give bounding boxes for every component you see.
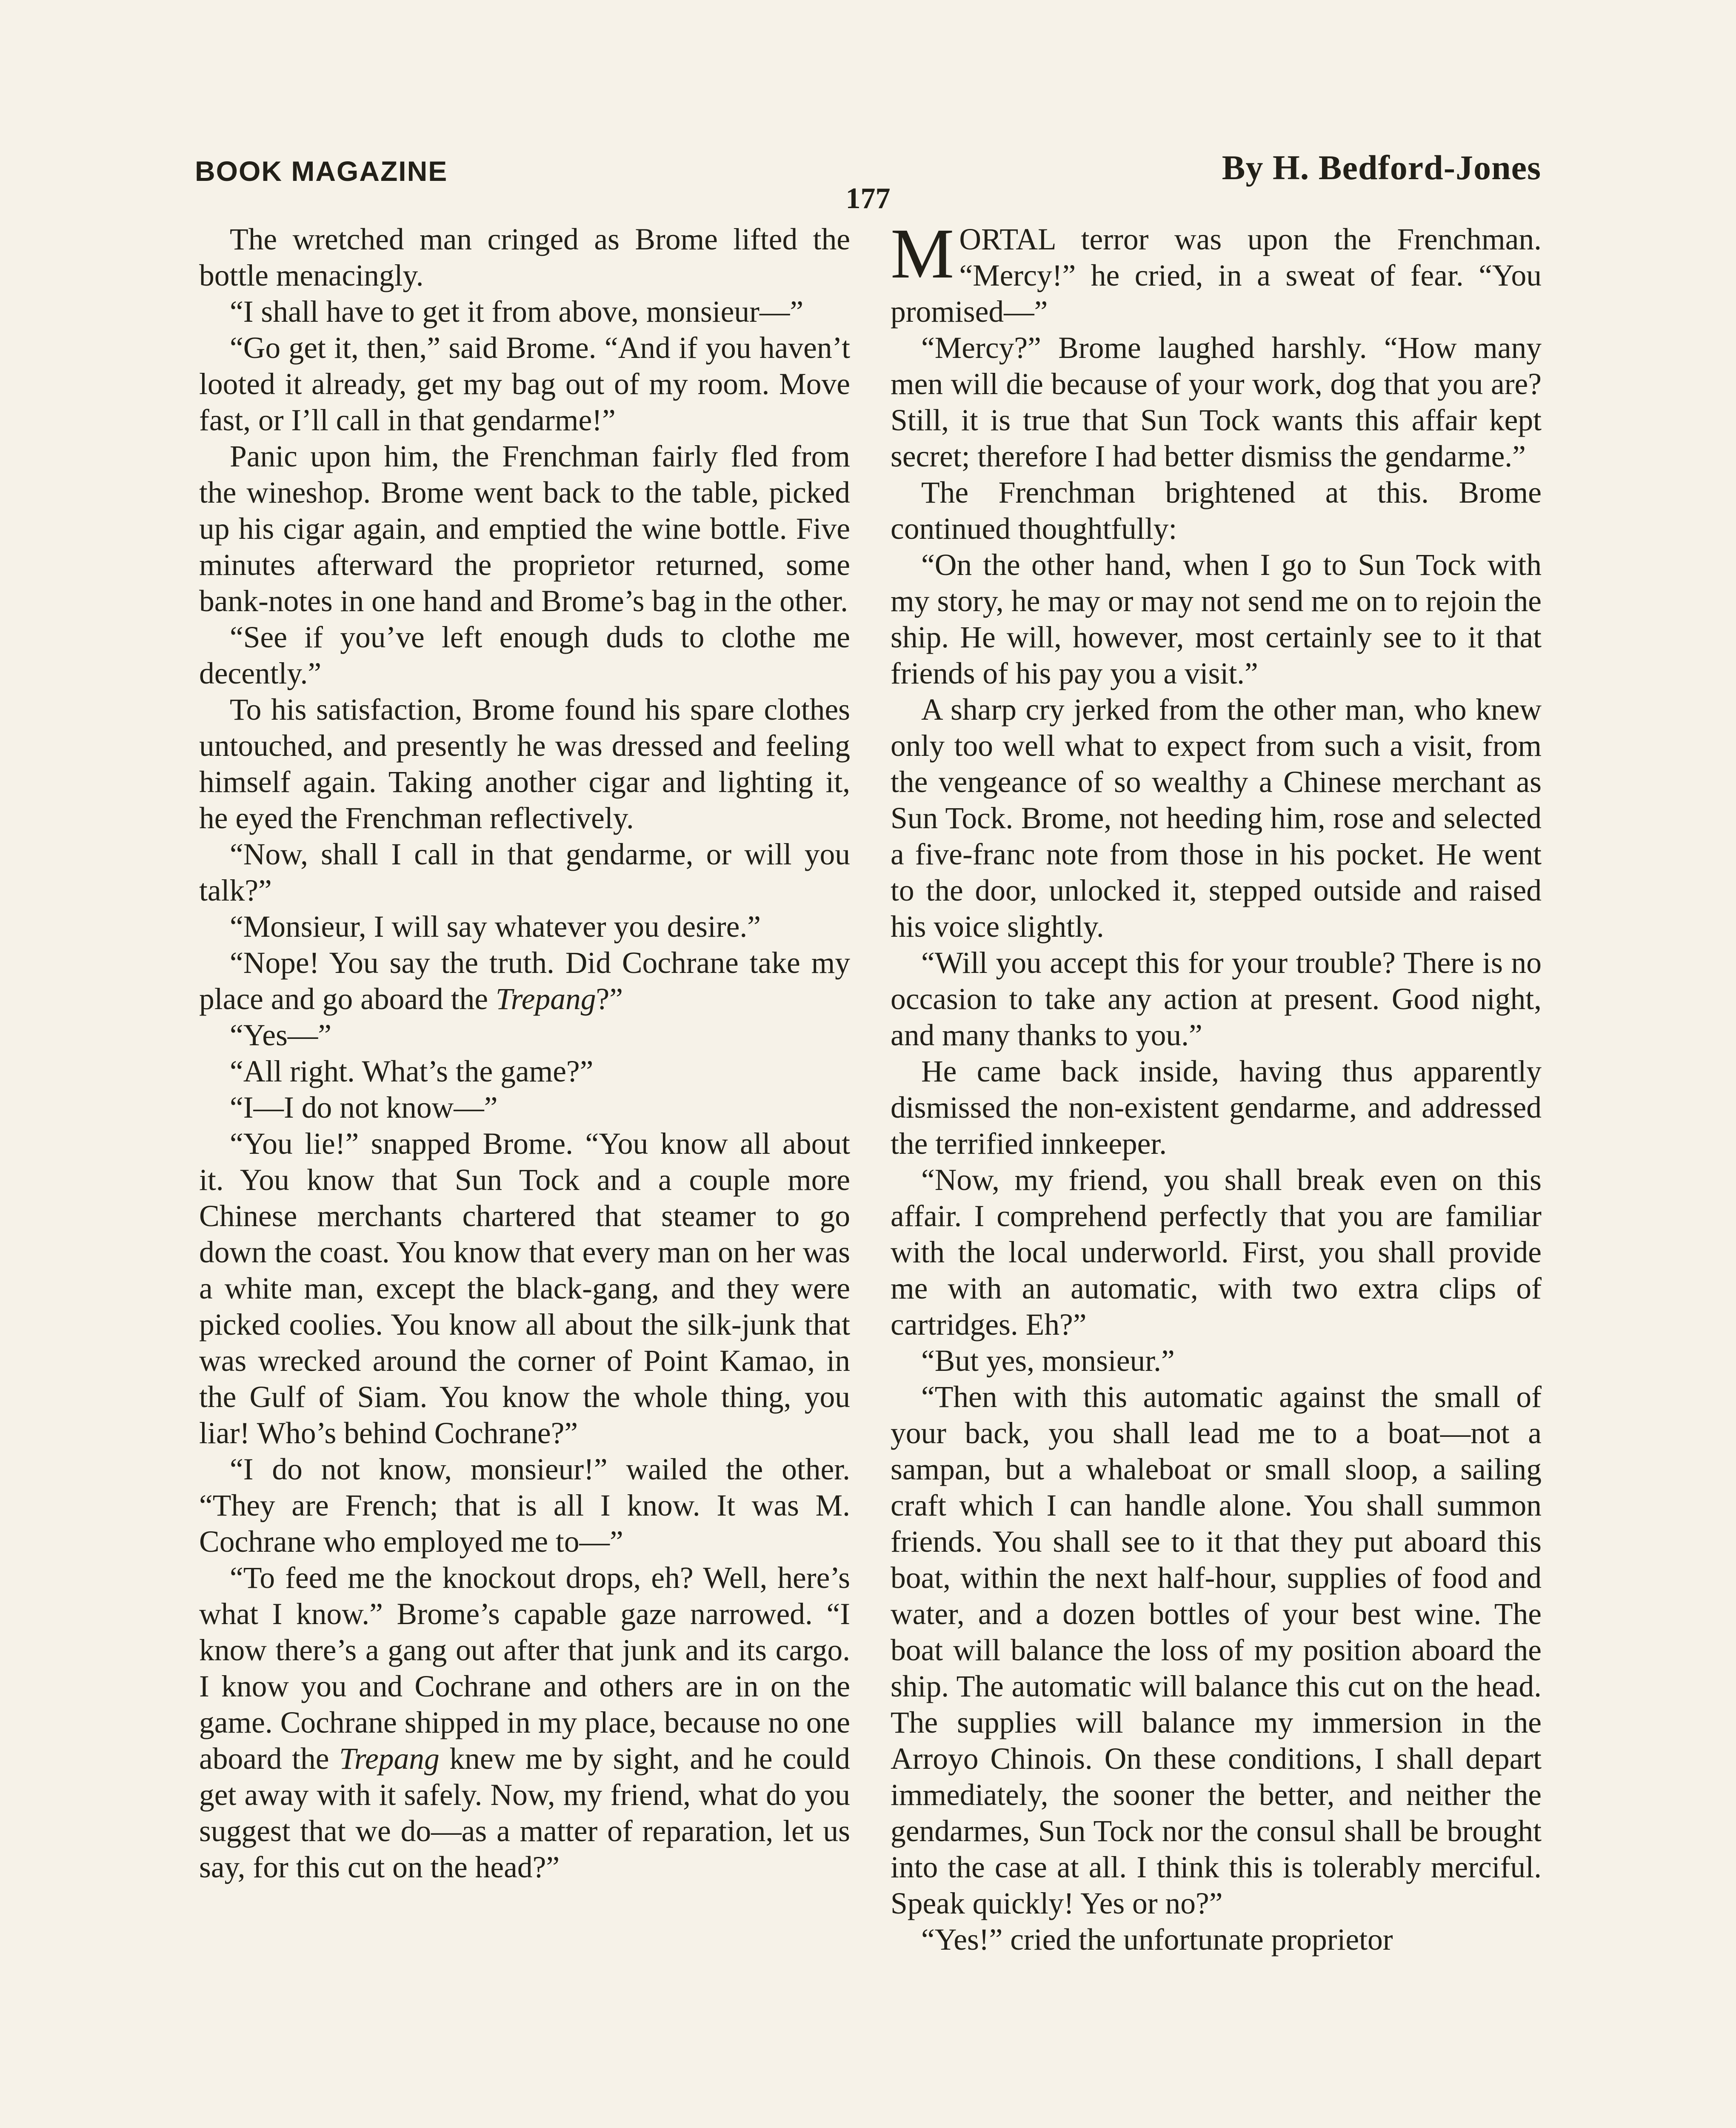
- paragraph: “Yes—”: [230, 1018, 332, 1052]
- ship-name: Trepang: [495, 982, 596, 1016]
- right-column: [891, 214, 1542, 1958]
- paragraph: “I do not know, monsieur!” wailed the other. “They are French; that is all I know. It was M. Cochrane who employed me to—”: [199, 1453, 850, 1559]
- paragraph: “Then with this automatic against the small of your back, you shall lead me to a boat—not a sampan, but a whaleboat or small sloop, a sailing craft which I can handle alone. You shall summon friends. You shall see to it that they put aboard this boat, within the next half-hour, supplies of food and water, and a dozen bottles of your best wine. The boat will balance the loss of my position aboard the ship. The automatic will balance this cut on the head. The supplies will balance my immersion in the Arroyo Chinois. On these conditions, I shall depart immediately, the sooner the better, and neither the gendarmes, Sun Tock nor the consul shall be brought into the case at all. I think this is tolerably merciful. Speak quickly! Yes or no?”: [891, 1380, 1542, 1920]
- paragraph: “Now, shall I call in that gendarme, or will you talk?”: [199, 838, 850, 907]
- left-column: [199, 221, 850, 1885]
- page-header: [195, 138, 1541, 185]
- paragraph: To his satisfaction, Brome found his spare clothes untouched, and presently he was dressed and feeling himself again. Taking another cigar and lighting it, he eyed the Frenchman reflectively.: [199, 693, 850, 835]
- paragraph: “Nope! You say the truth. Did Cochrane take my place and go aboard the Trepang?”: [199, 946, 850, 1016]
- paragraph: “I shall have to get it from above, monsieur—”: [230, 295, 804, 329]
- drop-cap: M: [891, 214, 954, 293]
- opening-paragraph-text: ORTAL terror was upon the Frenchman. “Mercy!” he cried, in a sweat of fear. “You promised—”: [891, 223, 1542, 329]
- paragraph: “Monsieur, I will say whatever you desire.”: [230, 910, 761, 944]
- paragraph: “All right. What’s the game?”: [230, 1055, 594, 1088]
- author-byline: By H. Bedford-Jones: [1222, 148, 1541, 187]
- ship-name: Trepang: [339, 1742, 440, 1776]
- paragraph: He came back inside, having thus apparently dismissed the non-existent gendarme, and addressed the terrified innkeeper.: [891, 1055, 1542, 1161]
- paragraph: “Now, my friend, you shall break even on this affair. I comprehend perfectly that you are familiar with the local underworld. First, you shall provide me with an automatic, with two extra clips of cartridges. Eh?”: [891, 1163, 1542, 1341]
- paragraph: “Mercy?” Brome laughed harshly. “How many men will die because of your work, dog that you are? Still, it is true that Sun Tock wants this affair kept secret; therefore I had better dismiss the gendarme.”: [891, 331, 1542, 473]
- magazine-title: BOOK MAGAZINE: [195, 155, 448, 187]
- paragraph: The wretched man cringed as Brome lifted the bottle menacingly.: [199, 223, 850, 292]
- paragraph: The Frenchman brightened at this. Brome continued thoughtfully:: [891, 476, 1542, 546]
- paragraph: “See if you’ve left enough duds to clothe me decently.”: [199, 621, 850, 690]
- paragraph: “But yes, monsieur.”: [921, 1344, 1175, 1378]
- paragraph: “Will you accept this for your trouble? There is no occasion to take any action at present. Good night, and many thanks to you.”: [891, 946, 1542, 1052]
- paragraph: “To feed me the knockout drops, eh? Well, here’s what I know.” Brome’s capable gaze narrowed. “I know there’s a gang out after that junk and its cargo. I know you and Cochrane and others are in on the game. Cochrane shipped in my place, because no one aboard the Trepang knew me by sight, and he could get away with it safely. Now, my friend, what do you suggest that we do—as a matter of reparation, let us say, for this cut on the head?”: [199, 1561, 850, 1884]
- paragraph: Panic upon him, the Frenchman fairly fled from the wineshop. Brome went back to the table, picked up his cigar again, and emptied the wine bottle. Five minutes afterward the proprietor returned, some bank-notes in one hand and Brome’s bag in the other.: [199, 440, 850, 618]
- opening-paragraph: [891, 214, 1542, 330]
- page-number: 177: [845, 182, 891, 215]
- paragraph: “Yes!” cried the unfortunate proprietor: [921, 1923, 1393, 1956]
- paragraph: “You lie!” snapped Brome. “You know all about it. You know that Sun Tock and a couple more Chinese merchants chartered that steamer to go down the coast. You know that every man on her was a white man, except the black-gang, and they were picked coolies. You know all about the silk-junk that was wrecked around the corner of Point Kamao, in the Gulf of Siam. You know the whole thing, you liar! Who’s behind Cochrane?”: [199, 1127, 850, 1450]
- paragraph: A sharp cry jerked from the other man, who knew only too well what to expect from such a visit, from the vengeance of so wealthy a Chinese merchant as Sun Tock. Brome, not heeding him, rose and selected a five-franc note from those in his pocket. He went to the door, unlocked it, stepped outside and raised his voice slightly.: [891, 693, 1542, 944]
- paragraph: “Go get it, then,” said Brome. “And if you haven’t looted it already, get my bag out of my room. Move fast, or I’ll call in that gendarme!”: [199, 331, 850, 437]
- paragraph: “On the other hand, when I go to Sun Tock with my story, he may or may not send me on to rejoin the ship. He will, however, most certainly see to it that friends of his pay you a visit.”: [891, 548, 1542, 690]
- paragraph: “I—I do not know—”: [230, 1091, 498, 1124]
